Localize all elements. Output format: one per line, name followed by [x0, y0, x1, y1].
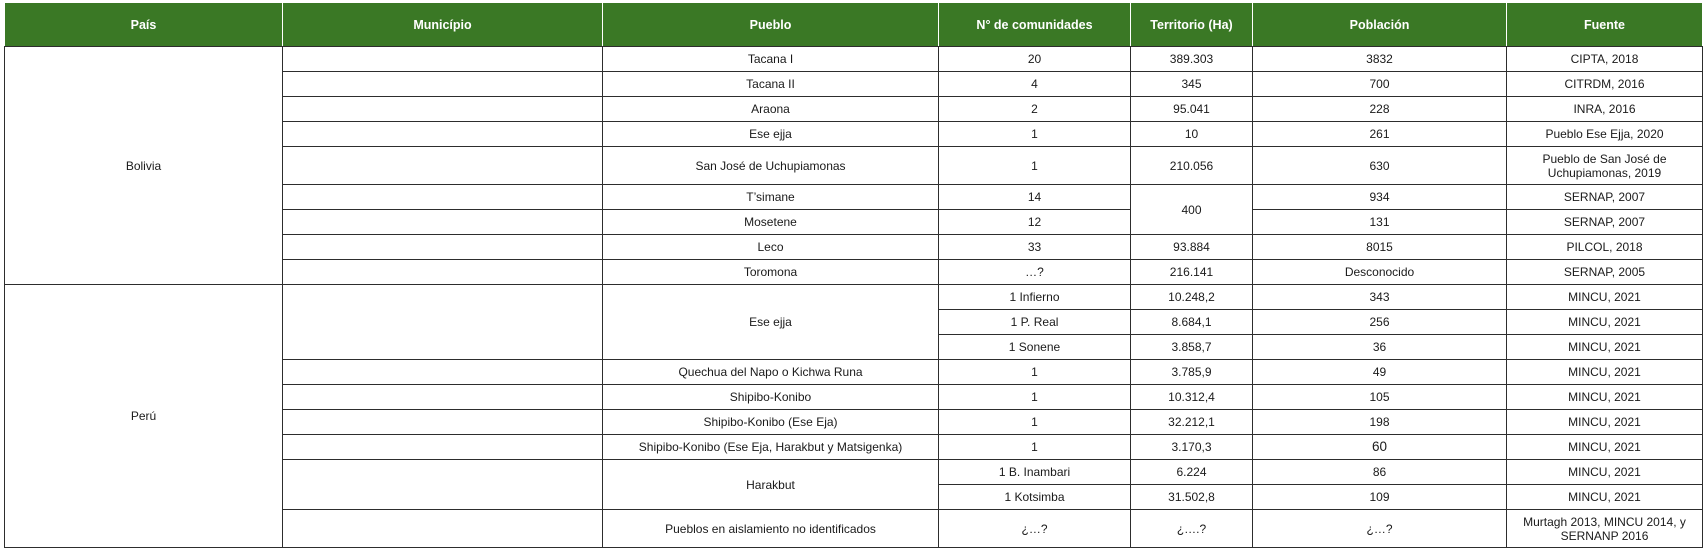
comunidades-cell: …?	[939, 260, 1131, 285]
table-row	[5, 285, 1703, 310]
territorio-cell: 10	[1131, 122, 1253, 147]
pueblo-cell: Leco	[603, 235, 939, 260]
poblacion-cell: 343	[1253, 285, 1507, 310]
poblacion-cell: 228	[1253, 97, 1507, 122]
pueblo-cell: Tacana II	[603, 72, 939, 97]
poblacion-cell: 105	[1253, 385, 1507, 410]
poblacion-cell: 131	[1253, 210, 1507, 235]
pueblo-cell: Shipibo-Konibo (Ese Eja)	[603, 410, 939, 435]
municipio-cell	[283, 460, 603, 510]
fuente-cell: INRA, 2016	[1507, 97, 1703, 122]
poblacion-cell: 60	[1253, 435, 1507, 460]
territorio-cell: 10.248,2	[1131, 285, 1253, 310]
poblacion-cell: 86	[1253, 460, 1507, 485]
header-fuente: Fuente	[1507, 3, 1703, 47]
poblacion-cell: 49	[1253, 360, 1507, 385]
territorio-cell: 3.170,3	[1131, 435, 1253, 460]
header-pais: País	[5, 3, 283, 47]
comunidades-cell: ¿…?	[939, 510, 1131, 548]
comunidades-cell: 20	[939, 47, 1131, 72]
fuente-cell: MINCU, 2021	[1507, 360, 1703, 385]
territorio-cell: 93.884	[1131, 235, 1253, 260]
comunidades-cell: 33	[939, 235, 1131, 260]
fuente-cell: CIPTA, 2018	[1507, 47, 1703, 72]
fuente-cell: MINCU, 2021	[1507, 435, 1703, 460]
comunidades-cell: 14	[939, 185, 1131, 210]
municipio-cell	[283, 235, 603, 260]
pueblo-cell: Harakbut	[603, 460, 939, 510]
comunidades-cell: 1 Infierno	[939, 285, 1131, 310]
comunidades-cell: 1 P. Real	[939, 310, 1131, 335]
poblacion-cell: 109	[1253, 485, 1507, 510]
poblacion-cell: 261	[1253, 122, 1507, 147]
municipio-cell	[283, 385, 603, 410]
comunidades-cell: 1	[939, 147, 1131, 185]
municipio-cell	[283, 410, 603, 435]
fuente-cell: MINCU, 2021	[1507, 335, 1703, 360]
fuente-cell: Pueblo Ese Ejja, 2020	[1507, 122, 1703, 147]
territorio-cell: 3.785,9	[1131, 360, 1253, 385]
territorio-cell: 345	[1131, 72, 1253, 97]
fuente-cell: MINCU, 2021	[1507, 310, 1703, 335]
poblacion-cell: 256	[1253, 310, 1507, 335]
header-territorio: Territorio (Ha)	[1131, 3, 1253, 47]
pueblo-cell: Toromona	[603, 260, 939, 285]
territorio-cell: 31.502,8	[1131, 485, 1253, 510]
municipio-cell	[283, 97, 603, 122]
fuente-cell: SERNAP, 2007	[1507, 185, 1703, 210]
municipio-cell	[283, 185, 603, 210]
territorio-cell: 210.056	[1131, 147, 1253, 185]
pueblo-cell: Shipibo-Konibo (Ese Eja, Harakbut y Matsigenka)	[603, 435, 939, 460]
territorio-cell: 216.141	[1131, 260, 1253, 285]
pueblo-cell: T’simane	[603, 185, 939, 210]
comunidades-cell: 2	[939, 97, 1131, 122]
fuente-cell: SERNAP, 2007	[1507, 210, 1703, 235]
territorio-cell: 32.212,1	[1131, 410, 1253, 435]
poblacion-cell: ¿…?	[1253, 510, 1507, 548]
municipio-cell	[283, 260, 603, 285]
country-cell-bolivia: Bolivia	[5, 47, 283, 285]
fuente-cell: PILCOL, 2018	[1507, 235, 1703, 260]
municipio-cell	[283, 72, 603, 97]
comunidades-cell: 4	[939, 72, 1131, 97]
poblacion-cell: 630	[1253, 147, 1507, 185]
poblacion-cell: 700	[1253, 72, 1507, 97]
pueblo-cell: Mosetene	[603, 210, 939, 235]
comunidades-cell: 1 Sonene	[939, 335, 1131, 360]
fuente-cell: Pueblo de San José de Uchupiamonas, 2019	[1507, 147, 1703, 185]
fuente-cell: MINCU, 2021	[1507, 460, 1703, 485]
comunidades-cell: 1	[939, 122, 1131, 147]
fuente-cell: CITRDM, 2016	[1507, 72, 1703, 97]
municipio-cell	[283, 210, 603, 235]
fuente-cell: SERNAP, 2005	[1507, 260, 1703, 285]
municipio-cell	[283, 360, 603, 385]
comunidades-cell: 1	[939, 435, 1131, 460]
comunidades-cell: 1	[939, 410, 1131, 435]
poblacion-cell: 934	[1253, 185, 1507, 210]
pueblo-cell: Tacana I	[603, 47, 939, 72]
header-pueblo: Pueblo	[603, 3, 939, 47]
territorio-cell: 6.224	[1131, 460, 1253, 485]
poblacion-cell: 3832	[1253, 47, 1507, 72]
fuente-cell: MINCU, 2021	[1507, 385, 1703, 410]
municipio-cell	[283, 285, 603, 360]
municipio-cell	[283, 47, 603, 72]
municipio-cell	[283, 147, 603, 185]
communities-table	[4, 2, 1703, 548]
pueblo-cell: Ese ejja	[603, 122, 939, 147]
municipio-cell	[283, 435, 603, 460]
comunidades-cell: 1 Kotsimba	[939, 485, 1131, 510]
header-row	[5, 3, 1703, 47]
country-cell-peru: Perú	[5, 285, 283, 548]
comunidades-cell: 12	[939, 210, 1131, 235]
municipio-cell	[283, 510, 603, 548]
header-comunidades: N° de comunidades	[939, 3, 1131, 47]
poblacion-cell: 198	[1253, 410, 1507, 435]
comunidades-cell: 1	[939, 360, 1131, 385]
territorio-cell: ¿….?	[1131, 510, 1253, 548]
comunidades-cell: 1 B. Inambari	[939, 460, 1131, 485]
comunidades-cell: 1	[939, 385, 1131, 410]
pueblo-cell: Ese ejja	[603, 285, 939, 360]
fuente-cell: MINCU, 2021	[1507, 285, 1703, 310]
poblacion-cell: Desconocido	[1253, 260, 1507, 285]
pueblo-cell: San José de Uchupiamonas	[603, 147, 939, 185]
pueblo-cell: Quechua del Napo o Kichwa Runa	[603, 360, 939, 385]
territorio-cell: 8.684,1	[1131, 310, 1253, 335]
pueblo-cell: Araona	[603, 97, 939, 122]
pueblo-cell: Shipibo-Konibo	[603, 385, 939, 410]
territorio-cell: 400	[1131, 185, 1253, 235]
fuente-cell: MINCU, 2021	[1507, 485, 1703, 510]
municipio-cell	[283, 122, 603, 147]
territorio-cell: 10.312,4	[1131, 385, 1253, 410]
fuente-cell: MINCU, 2021	[1507, 410, 1703, 435]
poblacion-cell: 36	[1253, 335, 1507, 360]
territorio-cell: 3.858,7	[1131, 335, 1253, 360]
pueblo-cell: Pueblos en aislamiento no identificados	[603, 510, 939, 548]
header-poblacion: Población	[1253, 3, 1507, 47]
header-municipio: Município	[283, 3, 603, 47]
territorio-cell: 389.303	[1131, 47, 1253, 72]
table-row	[5, 47, 1703, 72]
poblacion-cell: 8015	[1253, 235, 1507, 260]
fuente-cell: Murtagh 2013, MINCU 2014, y SERNANP 2016	[1507, 510, 1703, 548]
territorio-cell: 95.041	[1131, 97, 1253, 122]
